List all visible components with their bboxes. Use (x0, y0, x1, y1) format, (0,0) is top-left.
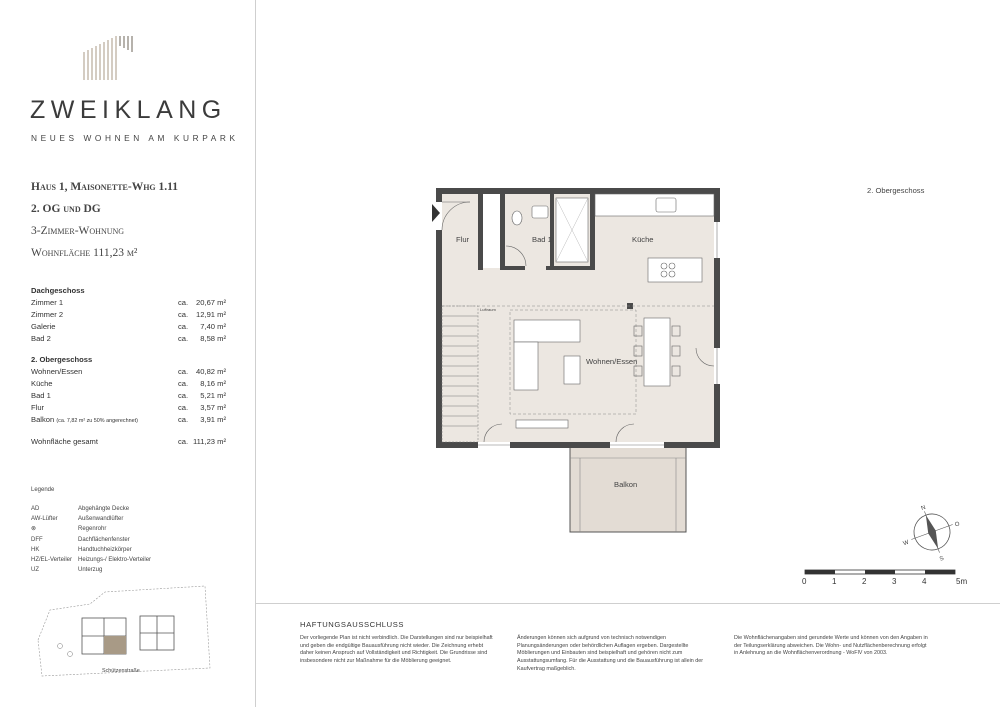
wall (546, 266, 595, 270)
room-name: Galerie (31, 322, 56, 331)
dachgeschoss-area-table (31, 285, 231, 345)
legend-abbr: AW-Lüfter (31, 516, 58, 523)
room-name: Zimmer 1 (31, 298, 64, 307)
table-row (31, 378, 231, 390)
room-area: 8,16 m² (200, 379, 226, 388)
obergeschoss-area-table (31, 354, 231, 426)
site-plan (30, 580, 230, 680)
table-row (31, 333, 231, 345)
room-area: 40,82 m² (196, 367, 226, 376)
approx-label: ca. (178, 367, 189, 376)
legend (31, 487, 231, 575)
approx-label: ca. (178, 310, 189, 319)
table-row (31, 366, 231, 378)
legend-row (31, 524, 231, 534)
compass-s: S (939, 555, 945, 563)
legend-abbr: DFF (31, 536, 43, 543)
room-name: Küche (31, 379, 53, 388)
legend-row (31, 565, 231, 575)
room-area: 3,91 m² (200, 415, 226, 424)
room-label-luftraum: Luftraum (480, 307, 496, 312)
scale-label: 5m (956, 577, 968, 586)
unit-floors: 2. OG und DG (31, 203, 101, 215)
room-name: Bad 2 (31, 334, 51, 343)
legend-desc: Unterzug (78, 567, 103, 574)
table-row (31, 321, 231, 333)
dining-table (644, 318, 670, 386)
unit-title: Haus 1, Maisonette-Whg 1.11 (31, 181, 179, 193)
kitchen-counter (595, 194, 714, 216)
table-row (31, 414, 231, 426)
room-name: Flur (31, 403, 45, 412)
brand-tagline: NEUES WOHNEN AM KURPARK (31, 133, 239, 143)
room-area: 3,57 m² (200, 403, 226, 412)
legend-abbr: HZ/EL-Verteiler (31, 556, 73, 563)
room-label-wohnen: Wohnen/Essen (586, 357, 638, 366)
legend-desc: Handtuchheizkörper (78, 546, 132, 553)
total-label: Wohnfläche gesamt (31, 437, 98, 446)
table-heading: Dachgeschoss (31, 286, 85, 295)
approx-label: ca. (178, 415, 189, 424)
toilet-icon (512, 211, 522, 225)
room-name: Balkon (31, 415, 55, 424)
coffee-table (564, 356, 580, 384)
kitchen-island (648, 258, 702, 282)
legend-abbr: UZ (31, 567, 39, 574)
total-area (31, 436, 231, 448)
approx-label: ca. (178, 403, 189, 412)
legend-row (31, 535, 231, 545)
legend-abbr: HK (31, 546, 40, 553)
scale-label: 0 (802, 577, 807, 586)
table-row (31, 390, 231, 402)
table-row (31, 309, 231, 321)
approx-label: ca. (178, 322, 189, 331)
room-name: Wohnen/Essen (31, 367, 83, 376)
street-label: Schützenstraße (102, 668, 140, 674)
approx-label: ca. (178, 298, 189, 307)
table-row (31, 402, 231, 414)
room-area: 12,91 m² (196, 310, 226, 319)
balkon-note: (ca. 7,82 m² zu 50% angerechnet) (56, 418, 138, 424)
closet (482, 194, 500, 268)
legend-abbr: ⊗ (31, 526, 37, 533)
legend-abbr: AD (31, 506, 40, 512)
approx-label: ca. (178, 437, 189, 446)
room-area: 20,67 m² (196, 298, 226, 307)
sofa (514, 320, 580, 342)
approx-label: ca. (178, 379, 189, 388)
unit-area: Wohnfläche 111,23 m² (31, 247, 138, 259)
legend-desc: Dachflächenfenster (78, 536, 130, 543)
scale-label: 2 (862, 577, 867, 586)
compass-n: N (920, 504, 927, 513)
legend-desc: Abgehängte Decke (78, 506, 130, 512)
approx-label: ca. (178, 334, 189, 343)
legend-title: Legende (31, 487, 55, 493)
floor-label: 2. Obergeschoss (867, 186, 925, 195)
legend-row (31, 555, 231, 565)
room-label-bad1: Bad 1 (532, 235, 552, 244)
floor-plan (420, 180, 740, 535)
room-area: 5,21 m² (200, 391, 226, 400)
disclaimer-title: HAFTUNGSAUSSCHLUSS (300, 620, 405, 629)
compass-w: W (902, 539, 910, 548)
disclaimer-text: Änderungen können sich aufgrund von technisch notwendigen Planungsänderungen oder behördlichen Auflagen ergeben. Dargestellte Möblierungen und Einbauten sind beispielhaft und gehören nicht zum Ausstattungsumfang. Für die Ausstattung und die Bauausführung ist allein der Kaufvertrag maßgeblich. (517, 635, 704, 672)
sideboard (516, 420, 568, 428)
room-name: Zimmer 2 (31, 310, 64, 319)
room-label-kueche: Küche (632, 235, 654, 244)
wall (550, 194, 554, 270)
wall (478, 194, 483, 270)
logo-icon (82, 36, 134, 80)
legend-row (31, 514, 231, 524)
legend-row (31, 545, 231, 555)
brand-name: ZWEIKLANG (30, 96, 227, 124)
kitchen-sink-icon (656, 198, 676, 212)
room-label-balkon: Balkon (614, 480, 638, 489)
compass-icon (900, 500, 965, 565)
table-row (31, 436, 231, 448)
wall (505, 266, 525, 270)
legend-desc: Regenrohr (78, 526, 107, 533)
disclaimer-text: Der vorliegende Plan ist nicht verbindlich. Die Darstellungen sind nur beispielhaft und geben die endgültige Bauausführung nicht wieder. Die Zeichnung erhebt daher keinen Anspruch auf Vollständigkeit und Richtigkeit. Die Grundrisse sind insbesondere nicht zur Maßnahme für die Möblierung geeignet. (300, 635, 493, 665)
room-area: 7,40 m² (200, 322, 226, 331)
legend-desc: Heizungs-/ Elektro-Verteiler (78, 556, 152, 563)
wall (590, 194, 595, 270)
table-row (31, 297, 231, 309)
legend-desc: Außenwandlüfter (78, 516, 124, 523)
room-area: 8,58 m² (200, 334, 226, 343)
sofa (514, 342, 538, 390)
wall (500, 194, 505, 270)
info-sidebar (0, 0, 256, 707)
balkon-area (570, 446, 686, 532)
scale-label: 1 (832, 577, 837, 586)
unit-type: 3-Zimmer-Wohnung (31, 225, 125, 237)
legend-row (31, 504, 231, 514)
room-name: Bad 1 (31, 391, 51, 400)
room-label-flur: Flur (456, 235, 470, 244)
table-heading: 2. Obergeschoss (31, 355, 93, 364)
disclaimer-text: Die Wohnflächenangaben sind gerundete Werte und können von den Angaben in der Teilungserklärung abweichen. Die Wohn- und Nutzflächenberechnung erfolgt in Anlehnung an die Wohnflächenverordnung - WoFlV von 2003. (734, 635, 928, 657)
sink-icon (532, 206, 548, 218)
scale-label: 3 (892, 577, 897, 586)
compass-o: O (954, 521, 961, 529)
approx-label: ca. (178, 391, 189, 400)
wall (436, 188, 720, 194)
scale-bar (798, 568, 978, 598)
total-value: 111,23 m² (192, 437, 226, 446)
scale-label: 4 (922, 577, 927, 586)
